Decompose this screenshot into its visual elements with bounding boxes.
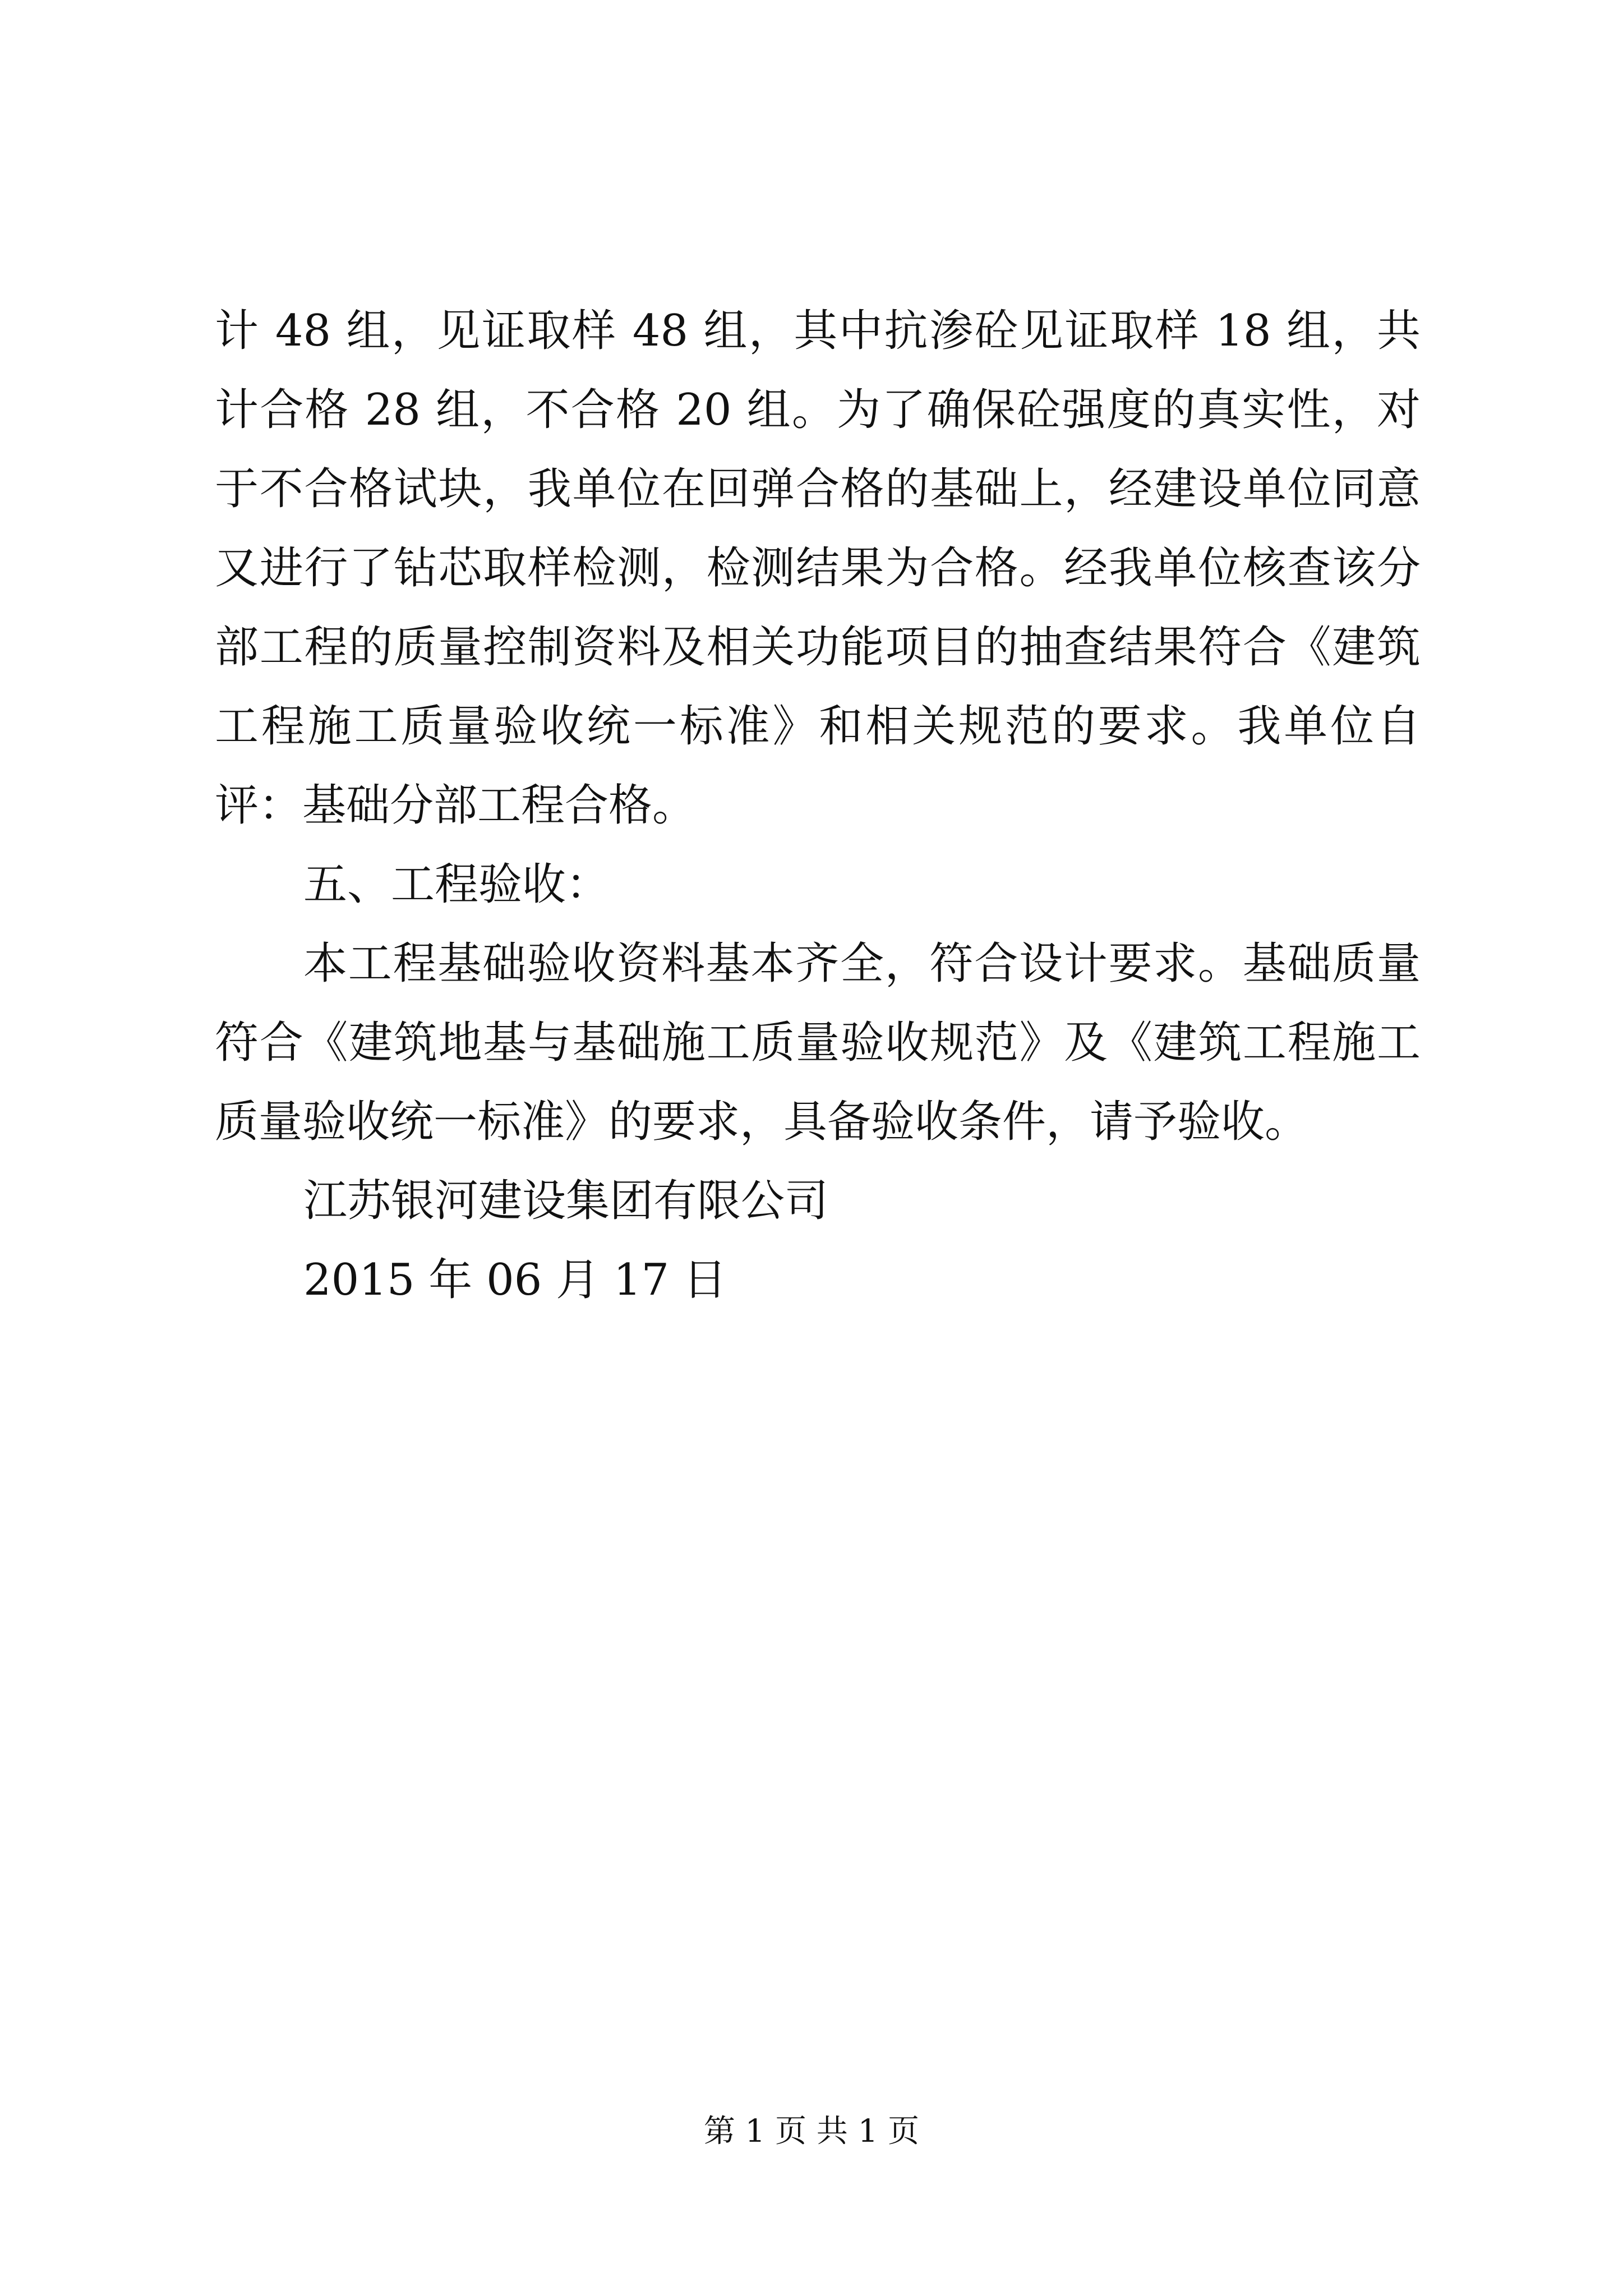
paragraph-test-results: 计 48 组，见证取样 48 组，其中抗渗砼见证取样 18 组，共计合格 28 组，不合格 20 组。为了确保砼强度的真实性，对于不合格试块，我单位在回弹合格的基础上，经建设单位同意又进行了钻芯取样检测，检测结果为合格。经我单位核查该分部工程的质量控制资料及相关功能项目的抽查结果符合《建筑工程施工质量验收统一标准》和相关规范的要求。我单位自评：基础分部工程合格。 (215, 306, 1421, 831)
company-name: 江苏银河建设集团有限公司 (303, 1176, 829, 1226)
page-footer: 第 1 页 共 1 页 (703, 2113, 920, 2150)
section-heading-acceptance: 五、工程验收： (303, 859, 610, 910)
document-date: 2015 年 06 月 17 日 (303, 1255, 727, 1305)
document-body (215, 292, 1421, 1320)
paragraph-acceptance-statement: 本工程基础验收资料基本齐全，符合设计要求。基础质量符合《建筑地基与基础施工质量验收规范》及《建筑工程施工质量验收统一标准》的要求，具备验收条件，请予验收。 (215, 938, 1421, 1147)
